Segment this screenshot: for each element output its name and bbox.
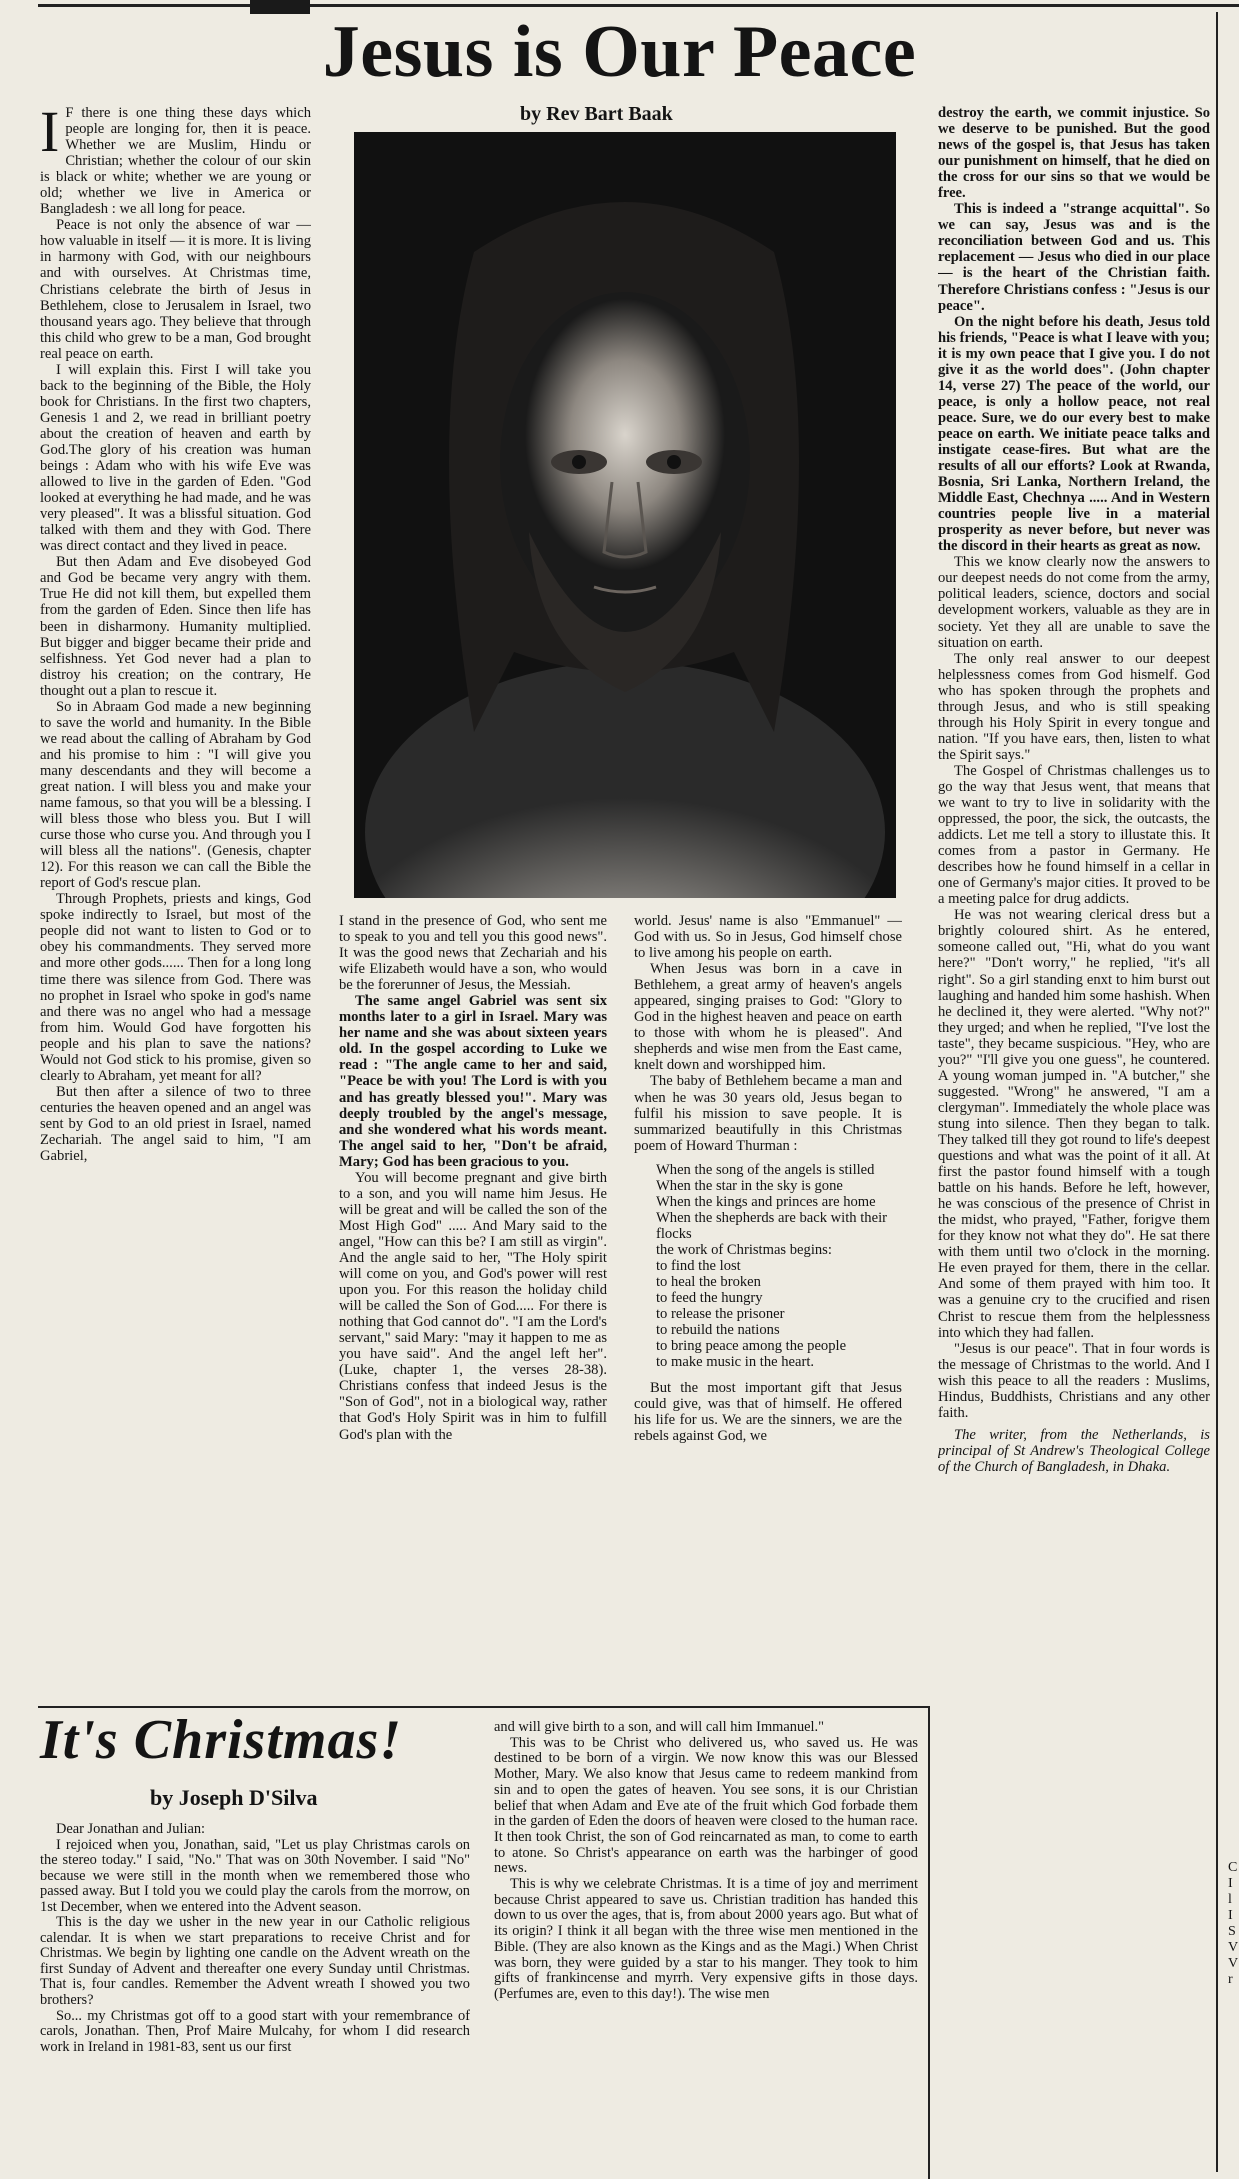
drop-cap: I (40, 105, 60, 164)
poem-line: When the song of the angels is stilled (656, 1161, 875, 1178)
paragraph: This is the day we usher in the new year in our Catholic religious calendar. It is when we start preparations to receive Christ and for Christmas. We begin by lighting one candle on the Advent wreath on the first Sunday of Advent and thereafter one every Sunday until Christmas. That is, four candles. Remember the Advent wreath I showed you two brothers? (40, 1914, 470, 2009)
edge-fragment-letters (1228, 1860, 1238, 1988)
edge-letter: C (1228, 1860, 1238, 1875)
edge-letter: S (1228, 1924, 1236, 1939)
poem-line: to feed the hungry (656, 1290, 763, 1307)
paragraph: So in Abraam God made a new beginning to save the world and humanity. In the Bible we read about the calling of Abraham by God and his promise to him : "I will give you many descendants and they will become a great nation. I will bless you and make your name famous, so that you will be a blessing. I will bless those who bless you. But I will curse those who curse you. And through you I will bless all the nations". (Genesis, chapter 12). For this reason we can call the Bible the report of God's rescue plan. (40, 698, 311, 892)
paragraph: This was to be Christ who delivered us, who saved us. He was destined to be born of a virgin. We now know this was our Blessed Mother, Mary. We also know that Jesus came to redeem mankind from sin and to open the gates of heaven. You see sons, it is our Christian belief that when Adam and Eve ate of the fruit which God forbade them in the garden of Eden the doors of heaven were closed to the human race. It then took Christ, the son of God reincarnated as man, to come to earth to atone. So Christ's appearance on earth was the harbinger of good news. (494, 1734, 918, 1877)
poem-line: the work of Christmas begins: (656, 1241, 832, 1258)
paragraph: This is why we celebrate Christmas. It is a time of joy and merriment because Christ appeared to save us. Christian tradition has handed this down to us over the ages, that is, from about 2000 years ago. But what of its origin? I think it all began with the three wise men mentioned in the Bible. (They are also known as the Kings and as the Magi.) When Christ was born, they were guided by a star to his manger. They took to him gifts of frankincense and myrrh. Very expensive gifts in those days. (Perfumes are, even to this day!). The wise men (494, 1876, 918, 2002)
article-column-4 (938, 105, 1210, 2175)
poem-line: When the shepherds are back with their flocks (656, 1209, 887, 1242)
paragraph: "Jesus is our peace". That in four words is the message of Christmas to the world. And I wish this peace to all the readers : Muslims, Hindus, Buddhists, Christians and any other faith. (938, 1340, 1210, 1421)
edge-letter: V (1228, 1956, 1239, 1971)
paragraph (40, 105, 311, 217)
author-note: The writer, from the Netherlands, is principal of St Andrew's Theological College of the Church of Bangladesh, in Dhaka. (938, 1426, 1210, 1475)
salutation: Dear Jonathan and Julian: (56, 1822, 206, 1837)
paragraph: This we know clearly now the answers to our deepest needs do not come from the army, political leaders, science, doctors and social development workers, valuable as they are in society. Yet they all are unable to save the situation on earth. (938, 554, 1210, 651)
poem-line: to release the prisoner (656, 1306, 785, 1323)
poem-line: When the kings and princes are home (656, 1193, 876, 1210)
edge-letter: r (1228, 1972, 1233, 1987)
article-column-1 (40, 105, 311, 1705)
paragraph: So... my Christmas got off to a good start with your remembrance of carols, Jonathan. Then, Prof Maire Mulcahy, for whom I did research work in Ireland in 1981-83, sent us our first (40, 2007, 470, 2055)
paragraph: You will become pregnant and give birth to a son, and you will name him Jesus. He will be great and will be called the son of the Most High God" ..... And Mary said to the angel, "How can this be? I am still as virgin". And the angle said to her, "The Holy spirit will come on you, and God's power will rest upon you. For this reason the holiday child will be called the Son of God..... For there is nothing that God cannot do". "I am the Lord's servant," said Mary: "may it happen to me as you have said". And the angel left her". (Luke, chapter 1, the verses 28-38). Christians confess that indeed Jesus is the "Son of God", not in a biological way, rather that God's Holy Spirit was in him to fulfill God's plan with the (339, 1169, 607, 1443)
paragraph: But then Adam and Eve disobeyed God and God be became very angry with them. True He did not kill them, but expelled them from the garden of Eden. Since then life has been in disharmony. Humanity multiplied. But bigger and bigger became their pride and selfishness. Yet God never had a plan to distroy his creation; on the contrary, He thought out a plan to rescue it. (40, 554, 311, 699)
paragraph: world. Jesus' name is also "Emmanuel" — God with us. So in Jesus, God himself chose to live among his people on earth. (634, 913, 902, 962)
paragraph: But the most important gift that Jesus could give, was that of himself. He offered his life for us. We are the sinners, we are the rebels against God, we (634, 1380, 902, 1445)
paragraph: Through Prophets, priests and kings, God spoke indirectly to Israel, but most of the people did not want to listen to God or to obey his commandments. They served more and more other gods...... Then for a long long time there was silence from God. There was no prophet in Israel who spoke in god's name and there was no angel who had a message from him. Would God have forgotten his people and his plan to save the nations? Would not God stick to his promise, given so clearly to Abraham, yet meant for all? (40, 891, 311, 1084)
paragraph: The only real answer to our deepest helplessness comes from God hismelf. God who has spoken through the prophets and through Jesus, and who is still speaking through his Holy Spirit in every tongue and nation. "If you have ears, then, listen to what the Spirit says." (938, 650, 1210, 763)
christmas-column-2 (494, 1720, 918, 2179)
portrait-image (354, 132, 896, 898)
poem-line: to make music in the heart. (656, 1354, 815, 1371)
jesus-portrait-icon (354, 132, 896, 898)
paragraph: and will give birth to a son, and will call him Immanuel." (494, 1720, 825, 1735)
column-rule (1216, 12, 1218, 2172)
paragraph: But then after a silence of two to three centuries the heaven opened and an angel was sent by God to an old priest in Israel, named Zechariah. The angel said to him, "I am Gabriel, (40, 1083, 311, 1165)
paragraph: I stand in the presence of God, who sent me to speak to you and tell you this good news". It was the good news that Zechariah and his wife Elizabeth would have a son, who would be the forerunner of Jesus, the Messiah. (339, 913, 607, 994)
top-rule (38, 4, 1239, 7)
poem-line: to heal the broken (656, 1274, 761, 1291)
paragraph: This is indeed a "strange acquittal". So we can say, Jesus was and is the reconciliation between God and us. This replacement — Jesus who died in our place — is the heart of the Christian faith. Therefore Christians confess : "Jesus is our peace". (938, 201, 1210, 314)
paragraph: I will explain this. First I will take you back to the beginning of the Bible, the Holy book for Christians. In the first two chapters, Genesis 1 and 2, we read in brilliant poetry about the creation of heaven and earth by God.The glory of his creation was human beings : Adam who with his wife Eve was allowed to live in the garden of Eden. "God looked at everything he had made, and he was very pleased". It was a blissful situation. God talked with them and they with God. There was direct contact and they lived in peace. (40, 361, 311, 555)
poem-line: When the star in the sky is gone (656, 1177, 843, 1194)
article-column-2 (339, 913, 607, 1703)
paragraph: When Jesus was born in a cave in Bethlehem, a great army of heaven's angels appeared, singing praises to God: "Glory to God in the highest heaven and peace on earth to those with whom he is pleased". And shepherds and wise men from the East came, knelt down and worshipped him. (634, 961, 902, 1074)
section-rule-top (38, 1706, 928, 1708)
poem-line: to bring peace among the people (656, 1338, 847, 1355)
christmas-byline: by Joseph D'Silva (150, 1785, 318, 1810)
paragraph: The baby of Bethlehem became a man and when he was 30 years old, Jesus began to fulfil his mission to save people. It is summarized beautifully in this Christmas poem of Howard Thurman : (634, 1073, 902, 1154)
edge-letter: l (1228, 1892, 1232, 1907)
edge-letter: I (1228, 1876, 1233, 1891)
poem-line: to find the lost (656, 1257, 741, 1274)
edge-letter: V (1228, 1940, 1239, 1955)
christmas-headline: It's Christmas! (40, 1709, 403, 1771)
article-column-3 (634, 913, 902, 1703)
paragraph: He was not wearing clerical dress but a brightly coloured shirt. As he entered, someone called out, "Hi, what do you want here?" "Don't worry," he replied, "it's all right". So a girl standing enxt to him burst out laughing and handed him some hashish. When he declined it, they were alerted. "Why not?" they urged; and when he replied, "I've lost the taste", they became suspicious. "Hey, who are you?" "I'll give you one guess", he countered. A young woman jumped in. "A butcher," she suggested. "Wrong" he answered, "I am a clergyman". Immediately the whole place was stung into silence. Then they began to talk. They talked till they got round to life's deepest questions and what was the point of it all. At first the pastor found himself with a tough battle on his hands. Before he left, however, he was conscious of the presence of Christ in the midst, who prayed, "Father, forigve them for they know not what they do". He sat there with them until two o'clock in the morning. He even prayed for them, there in the cellar. And some of them prayed with him too. It was a genuine cry to the crucified and risen Christ to rescue them from the helplessness into which they had fallen. (938, 907, 1210, 1341)
paragraph: The Gospel of Christmas challenges us to go the way that Jesus went, that means that we want to try to live in solidarity with the oppressed, the poor, the sick, the outcasts, the addicts. Let me tell a story to illustate this. It comes from a pastor in Germany. He describes how he found himself in a cellar in one of Germany's major cities. It proved to be a meeting palce for drug addicts. (938, 762, 1210, 908)
byline: by Rev Bart Baak (520, 103, 673, 125)
paragraph: destroy the earth, we commit injustice. So we deserve to be punished. But the good news of the gospel is, that Jesus has taken our punishment on himself, that he died on the cross for our sins so that we would be free. (938, 105, 1210, 202)
headline: Jesus is Our Peace (322, 11, 917, 93)
christmas-column-1 (40, 1822, 470, 2179)
edge-letter: I (1228, 1908, 1233, 1923)
paragraph: The same angel Gabriel was sent six months later to a girl in Israel. Mary was her name and she was about sixteen years old. In the gospel according to Luke we read : "The angle came to her and said, "Peace be with you! The Lord is with you and has greatly blessed you!". Mary was deeply troubled by the angel's message, and she wondered what his words meant. The angel said to her, "Don't be afraid, Mary; God has been gracious to you. (339, 993, 607, 1170)
poem (634, 1162, 902, 1371)
poem-line: to rebuild the nations (656, 1322, 780, 1339)
paragraph: On the night before his death, Jesus told his friends, "Peace is what I leave with you; it is my own peace that I give you. I do not give it as the world does". (John chapter 14, verse 27) The peace of the world, our peace, is only a hollow peace, not real peace. Sure, we do our every best to make peace on earth. We initiate peace talks and instigate cease-fires. But what are the results of all our efforts? Look at Rwanda, Bosnia, Sri Lanka, Northern Ireland, the Middle East, Chechnya ..... And in Western countries people live in a material prosperity as never before, but never was the discord in their hearts as great as now. (938, 313, 1210, 555)
paragraph: Peace is not only the absence of war — how valuable in itself — it is more. It is living in harmony with God, with our neighbours and with ourselves. At Christmas time, Christians celebrate the birth of Jesus in Bethlehem, close to Jerusalem in Israel, two thousand years ago. They believe that through this child who grew to be a man, God brought real peace on earth. (40, 217, 311, 362)
paragraph-text: F there is one thing these days which people are longing for, then it is peace. Whether we are Muslim, Hindu or Christian; whether the colour of our skin is black or white; whether we are young or old; whether we live in America or Bangladesh : we all long for peace. (40, 105, 311, 218)
section-rule-right (928, 1706, 930, 2179)
paragraph: I rejoiced when you, Jonathan, said, "Let us play Christmas carols on the stereo today." I said, "No." That was on 30th November. I said "No" because we were still in the month when we remembered those who passed away. But I told you we could play the carols from the morrow, on 1st December, when we entered into the Advent season. (40, 1836, 470, 1915)
